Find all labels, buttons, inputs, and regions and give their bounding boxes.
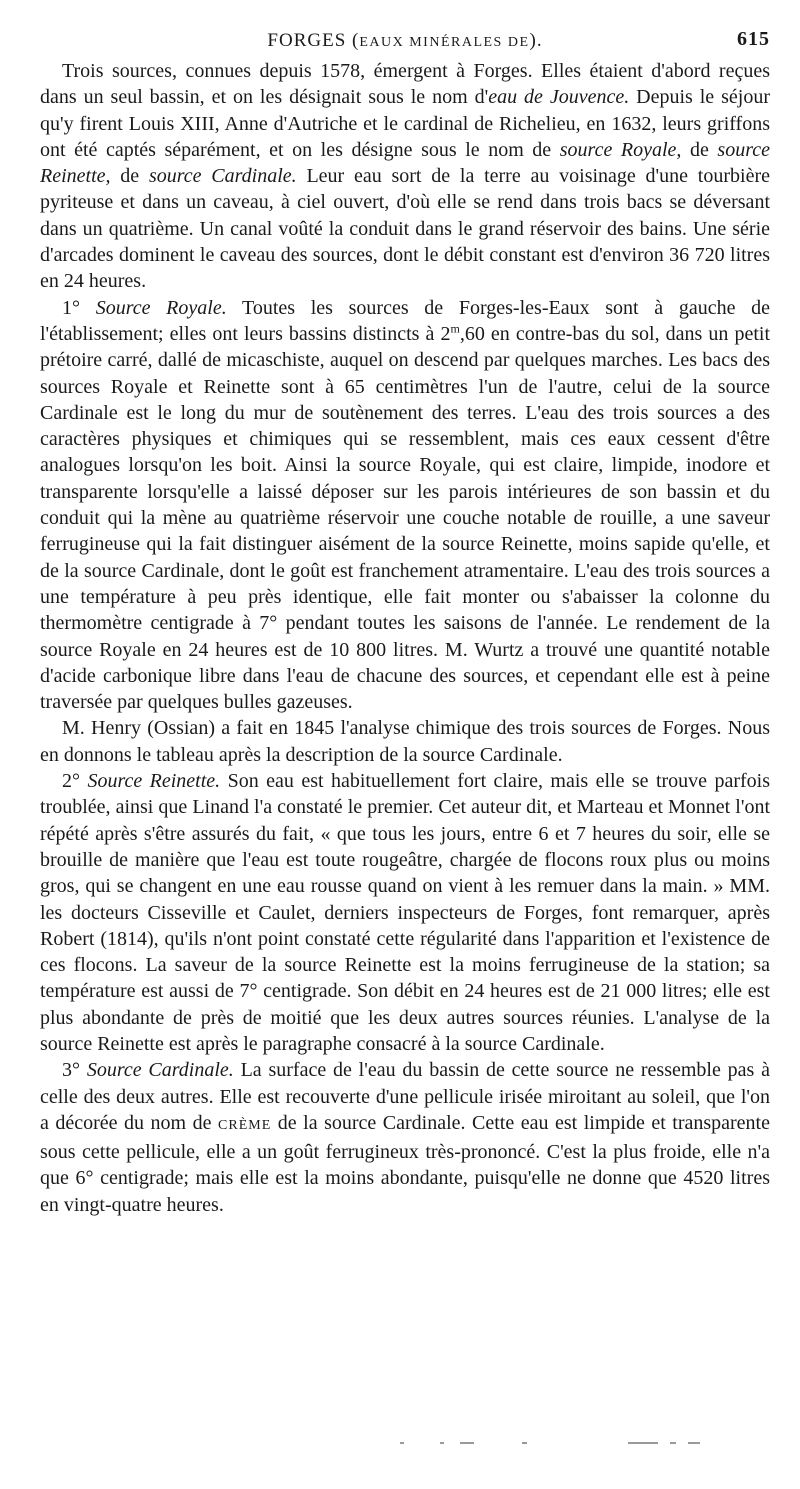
- unit-superscript: m: [450, 321, 460, 336]
- section-heading-cardinale: Source Cardinale.: [86, 1059, 234, 1082]
- scan-mark: [440, 1442, 444, 1444]
- page: [40, 28, 770, 1218]
- paragraph-reinette-text: Son eau est habituellement fort claire, mais elle se trouve parfois troublée, ainsi que Linand l'a constaté le premier. Cet auteur dit, et Marteau et Monnet l'ont répété après s'être assurés du fait, « que tous les jours, entre 6 et 7 heures du soir, elle se brouille de manière que l'eau est toute rougeâtre, chargée de flocons roux plus ou moins gros, qui se changent en une eau rousse quand on vient à les remuer dans la main. » MM. les docteurs Cisseville et Caulet, derniers inspecteurs de Forges, font remarquer, après Robert (1814), qu'ils n'ont point constaté cette régularité dans l'apparition et l'existence de ces flocons. La saveur de la source Reinette est la moins ferrugineuse de la station; sa température est aussi de 7° centigrade. Son débit en 24 heures est de 21 000 litres; elle est plus abondante de près de moitié que les deux autres sources réunies. L'analyse de la source Reinette est après le paragraphe consacré à la source Cardinale.: [40, 770, 771, 1055]
- paragraph-intro-emphasis-1: eau de Jouvence.: [488, 86, 630, 109]
- scan-mark: [522, 1442, 527, 1444]
- paragraph-source-royale: [40, 295, 770, 716]
- paragraph-source-reinette: [40, 768, 770, 1057]
- body-text: [40, 58, 770, 1218]
- running-head: [40, 28, 770, 58]
- section-number: 2°: [62, 770, 88, 793]
- scan-mark: [460, 1442, 474, 1444]
- paragraph-cardinale-text-2: de la source Cardinale. Cette eau est limpide et transparente sous cette pellicule, elle a un goût ferrugineux très-prononcé. C'est la plus froide, elle n'a que 6° centigrade; mais elle est la moins abondante, puisqu'elle ne donne que 4520 litres en vingt-quatre heures.: [40, 1111, 770, 1216]
- paragraph-royale-text-2: ,60 en contre-bas du sol, dans un petit prétoire carré, dallé de micaschiste, auquel on descend par quelques marches. Les bacs des sources Royale et Reinette sont à 65 centimètres l'un de l'autre, celui de la source Cardinale est le long du mur de soutènement des terres. L'eau des trois sources a des caractères physiques et chimiques qui se ressemblent, mais ces eaux cessent d'être analogues lorsqu'on les boit. Ainsi la source Royale, qui est claire, limpide, inodore et transparente lorsqu'elle a laissé déposer sur les parois intérieures de son bassin et du conduit qui la mène au quatrième réservoir une couche notable de rouille, a une saveur ferrugineuse qui la fait distinguer aisément de la source Reinette, moins sapide qu'elle, et de la source Cardinale, dont le goût est franchement atramentaire. L'eau des trois sources a une température à peu près identique, elle fait monter ou s'abaisser la colonne du thermomètre centigrade à 7° pendant toutes les saisons de l'année. Le rendement de la source Royale en 24 heures est de 10 800 litres. M. Wurtz a trouvé une quantité notable d'acide carbonique libre dans l'eau de chacune des sources, et cependant elle est à peine traversée par quelques bulles gazeuses.: [40, 322, 770, 714]
- paragraph-intro-text-2: Depuis le séjour qu'y firent Louis XIII, Anne d'Autriche et le cardinal de Richelieu, en 1632, leurs griffons ont été captés séparément, et on les désigne sous le nom de: [40, 86, 770, 161]
- smallcaps-word: CRÈME: [218, 1117, 272, 1133]
- paragraph-intro: [40, 58, 770, 295]
- paragraph-intro-emphasis-2: source Royale,: [559, 138, 682, 161]
- paragraph-cardinale-text: La surface de l'eau du bassin de cette source ne ressemble pas à celle des deux autres. Elle est recouverte d'une pellicule irisée miroitant au soleil, que l'on a décorée du nom de: [40, 1059, 771, 1134]
- paragraph-intro-emphasis-3: source Reinette,: [40, 138, 770, 188]
- scan-mark: [688, 1442, 700, 1444]
- scan-mark: [400, 1442, 404, 1444]
- section-heading-royale: Source Royale.: [95, 296, 227, 319]
- section-number: 3°: [62, 1059, 87, 1082]
- running-title: [40, 30, 770, 52]
- running-title-end: ).: [529, 30, 543, 51]
- paragraph-intro-text-5: Leur eau sort de la terre au voisinage d'une tourbière pyriteuse et dans un caveau, à ciel ouvert, d'où elle se rend dans trois bacs se déversant dans un quatrième. Un canal voûté la conduit dans le grand réservoir des bains. Une série d'arcades dominent le caveau des sources, dont le débit constant est d'environ 36 720 litres en 24 heures.: [40, 165, 770, 293]
- running-title-smallcaps: EAUX MINÉRALES DE: [359, 35, 530, 50]
- paragraph-analysis-text: M. Henry (Ossian) a fait en 1845 l'analyse chimique des trois sources de Forges. Nous en donnons le tableau après la description de la source Cardinale.: [40, 717, 770, 766]
- paragraph-intro-text: Trois sources, connues depuis 1578, émergent à Forges. Elles étaient d'abord reçues dans un seul bassin, et on les désignait sous le nom d': [40, 60, 770, 109]
- paragraph-royale-text: Toutes les sources de Forges-les-Eaux sont à gauche de l'établissement; elles ont leurs bassins distincts à 2: [40, 296, 771, 345]
- paragraph-analysis-note: [40, 715, 770, 768]
- scan-mark: [670, 1442, 676, 1444]
- section-number: 1°: [62, 296, 96, 319]
- paragraph-source-cardinale: [40, 1057, 770, 1218]
- paragraph-intro-text-4: de: [110, 165, 149, 188]
- paragraph-intro-emphasis-4: source Cardinale.: [148, 165, 297, 188]
- scan-artifact-marks: [400, 1440, 710, 1446]
- paragraph-intro-text-3: de: [681, 138, 718, 161]
- section-heading-reinette: Source Reinette.: [87, 770, 221, 793]
- running-title-main: FORGES (: [267, 30, 360, 51]
- scan-mark: [628, 1442, 658, 1444]
- page-number: 615: [737, 28, 770, 50]
